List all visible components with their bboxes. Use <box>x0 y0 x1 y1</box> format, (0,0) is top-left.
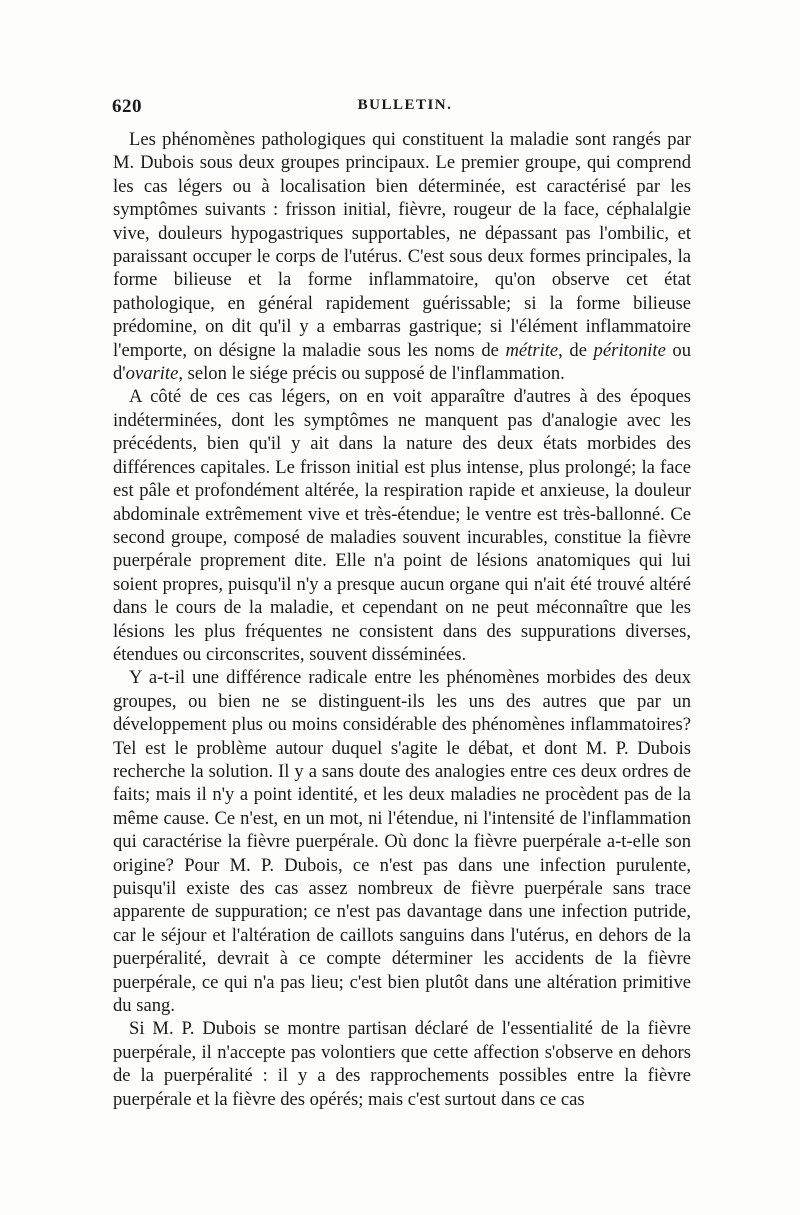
paragraph <box>113 1017 691 1111</box>
text-run: Les phénomènes pathologiques qui constituent la maladie sont rangés par M. Dubois sous deux groupes principaux. Le premier groupe, qui comprend les cas légers ou à localisation bien déterminée, est caractérisé par les symptômes suivants : frisson initial, fièvre, rougeur de la face, céphalalgie vive, douleurs hypogastriques supportables, ne dépassant pas l'ombilic, et paraissant occuper le corps de l'utérus. C'est sous deux formes principales, la forme bilieuse et la forme inflammatoire, qu'on observe cet état pathologique, en général rapidement guérissable; si la forme bilieuse prédomine, on dit qu'il y a embarras gastrique; si l'élément inflammatoire l'emporte, on désigne la maladie sous les noms de <box>113 129 691 361</box>
text-run: Si M. P. Dubois se montre partisan déclaré de l'essentialité de la fièvre puerpérale, il n'accepte pas volontiers que cette affection s'observe en dehors de la puerpéralité : il y a des rapprochements possibles entre la fièvre puerpérale et la fièvre des opérés; mais c'est surtout dans ce cas <box>113 1018 691 1110</box>
text-run: ou d' <box>113 339 691 385</box>
italic-term-metrite: métrite <box>505 339 559 361</box>
paragraph <box>113 128 691 385</box>
text-run: , de <box>558 339 594 361</box>
page-number: 620 <box>112 96 142 117</box>
italic-term-ovarite: ovarite <box>125 363 179 385</box>
text-run: A côté de ces cas légers, on en voit apparaître d'autres à des époques indéterminées, dont les symptômes ne manquent pas d'analogie avec les précédents, bien qu'il y ait dans la nature des deux états morbides des différences capitales. Le frisson initial est plus intense, plus prolongé; la face est pâle et profondément altérée, la respiration rapide et anxieuse, la douleur abdominale extrêmement vive et très-étendue; le ventre est très-ballonné. Ce second groupe, composé de maladies souvent incurables, constitue la fièvre puerpérale proprement dite. Elle n'a point de lésions anatomiques qui lui soient propres, puisqu'il n'y a presque aucun organe qui n'ait été trouvé altéré dans le cours de la maladie, et cependant on ne peut méconnaître que les lésions les plus fréquentes ne consistent dans des suppurations diverses, étendues ou circonscrites, souvent disséminées. <box>113 386 691 665</box>
body-text <box>113 128 691 1111</box>
text-run: , selon le siége précis ou supposé de l'inflammation. <box>178 363 565 385</box>
italic-term-peritonite: péritonite <box>593 339 666 361</box>
running-head <box>112 96 698 120</box>
running-title: BULLETIN. <box>357 97 453 113</box>
paragraph <box>113 666 691 1017</box>
text-run: Y a-t-il une différence radicale entre les phénomènes morbides des deux groupes, ou bien ne se distinguent-ils les uns des autres que par un développement plus ou moins considérable des phénomènes inflammatoires? Tel est le problème autour duquel s'agite le débat, et dont M. P. Dubois recherche la solution. Il y a sans doute des analogies entre ces deux ordres de faits; mais il n'y a point identité, et les deux maladies ne procèdent pas de la même cause. Ce n'est, en un mot, ni l'étendue, ni l'intensité de l'inflammation qui caractérise la fièvre puerpérale. Où donc la fièvre puerpérale a-t-elle son origine? Pour M. P. Dubois, ce n'est pas dans une infection purulente, puisqu'il existe des cas assez nombreux de fièvre puerpérale sans trace apparente de suppuration; ce n'est pas davantage dans une infection putride, car le séjour et l'altération de caillots sanguins dans l'utérus, en dehors de la puerpéralité, devrait à ce compte déterminer les accidents de la fièvre puerpérale, ce qui n'a pas lieu; c'est bien plutôt dans une altération primitive du sang. <box>113 667 691 1017</box>
paragraph <box>113 385 691 666</box>
